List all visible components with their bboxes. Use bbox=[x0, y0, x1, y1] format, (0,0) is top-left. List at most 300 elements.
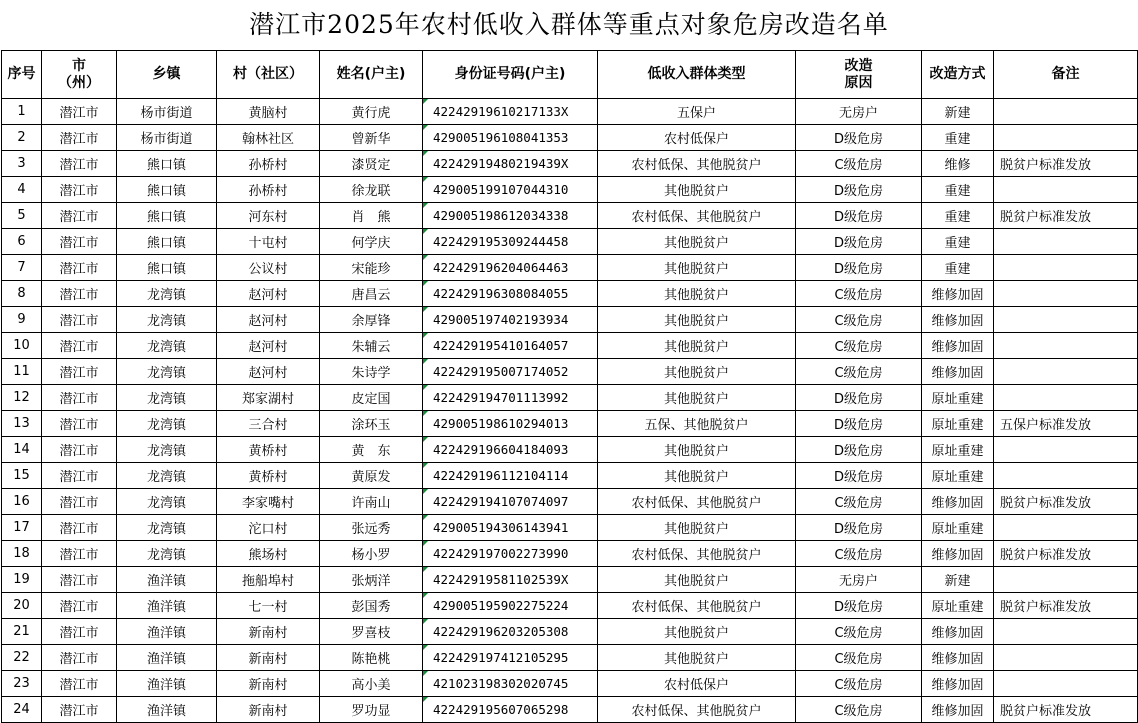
cell-method: 维修 bbox=[922, 151, 994, 177]
cell-village: 公议村 bbox=[217, 255, 320, 281]
cell-village: 郑家湖村 bbox=[217, 385, 320, 411]
text-format-marker-icon bbox=[423, 177, 428, 182]
header-note: 备注 bbox=[994, 51, 1138, 99]
cell-name: 张远秀 bbox=[320, 515, 423, 541]
cell-seq: 20 bbox=[2, 593, 42, 619]
cell-id: 429005196108041353 bbox=[423, 125, 598, 151]
cell-id: 422429195607065298 bbox=[423, 697, 598, 723]
cell-city: 潜江市 bbox=[42, 463, 117, 489]
table-row bbox=[2, 593, 1138, 619]
cell-village: 拖船埠村 bbox=[217, 567, 320, 593]
header-reason-line1: 改造 bbox=[844, 57, 873, 74]
cell-note bbox=[994, 671, 1138, 697]
header-seq: 序号 bbox=[2, 51, 42, 99]
text-format-marker-icon bbox=[423, 619, 428, 624]
cell-seq: 12 bbox=[2, 385, 42, 411]
header-village: 村（社区） bbox=[217, 51, 320, 99]
cell-town: 熊口镇 bbox=[117, 203, 217, 229]
cell-note bbox=[994, 359, 1138, 385]
cell-type: 其他脱贫户 bbox=[598, 333, 796, 359]
cell-village: 孙桥村 bbox=[217, 177, 320, 203]
table-row bbox=[2, 385, 1138, 411]
table-row bbox=[2, 177, 1138, 203]
cell-city: 潜江市 bbox=[42, 619, 117, 645]
cell-town: 熊口镇 bbox=[117, 151, 217, 177]
cell-note: 脱贫户标准发放 bbox=[994, 489, 1138, 515]
cell-type: 农村低保、其他脱贫户 bbox=[598, 489, 796, 515]
cell-reason: 无房户 bbox=[796, 567, 922, 593]
cell-note bbox=[994, 385, 1138, 411]
cell-village: 三合村 bbox=[217, 411, 320, 437]
cell-method: 维修加固 bbox=[922, 359, 994, 385]
cell-reason: 无房户 bbox=[796, 99, 922, 125]
cell-id: 42242919581102539X bbox=[423, 567, 598, 593]
cell-type: 其他脱贫户 bbox=[598, 619, 796, 645]
table-row bbox=[2, 489, 1138, 515]
page-title: 潜江市2025年农村低收入群体等重点对象危房改造名单 bbox=[249, 10, 889, 39]
cell-note: 脱贫户标准发放 bbox=[994, 593, 1138, 619]
cell-reason: C级危房 bbox=[796, 281, 922, 307]
cell-id: 422429194701113992 bbox=[423, 385, 598, 411]
cell-seq: 3 bbox=[2, 151, 42, 177]
cell-seq: 8 bbox=[2, 281, 42, 307]
cell-type: 其他脱贫户 bbox=[598, 463, 796, 489]
cell-reason: C级危房 bbox=[796, 619, 922, 645]
cell-village: 赵河村 bbox=[217, 307, 320, 333]
cell-seq: 21 bbox=[2, 619, 42, 645]
cell-reason: D级危房 bbox=[796, 125, 922, 151]
cell-town: 渔洋镇 bbox=[117, 671, 217, 697]
cell-method: 新建 bbox=[922, 567, 994, 593]
cell-town: 渔洋镇 bbox=[117, 645, 217, 671]
cell-id: 422429196203205308 bbox=[423, 619, 598, 645]
cell-seq: 6 bbox=[2, 229, 42, 255]
cell-town: 杨市街道 bbox=[117, 125, 217, 151]
text-format-marker-icon bbox=[423, 541, 428, 546]
cell-village: 赵河村 bbox=[217, 359, 320, 385]
table-row bbox=[2, 359, 1138, 385]
cell-id: 429005195902275224 bbox=[423, 593, 598, 619]
cell-city: 潜江市 bbox=[42, 541, 117, 567]
cell-city: 潜江市 bbox=[42, 411, 117, 437]
cell-name: 黄原发 bbox=[320, 463, 423, 489]
cell-village: 七一村 bbox=[217, 593, 320, 619]
cell-seq: 23 bbox=[2, 671, 42, 697]
header-city-line2: （州） bbox=[58, 74, 100, 91]
cell-type: 其他脱贫户 bbox=[598, 645, 796, 671]
cell-city: 潜江市 bbox=[42, 671, 117, 697]
header-name: 姓名(户主) bbox=[320, 51, 423, 99]
cell-reason: D级危房 bbox=[796, 203, 922, 229]
cell-id: 429005198610294013 bbox=[423, 411, 598, 437]
cell-seq: 1 bbox=[2, 99, 42, 125]
cell-method: 原址重建 bbox=[922, 515, 994, 541]
cell-town: 熊口镇 bbox=[117, 255, 217, 281]
cell-reason: D级危房 bbox=[796, 255, 922, 281]
cell-note: 脱贫户标准发放 bbox=[994, 541, 1138, 567]
text-format-marker-icon bbox=[423, 567, 428, 572]
cell-town: 渔洋镇 bbox=[117, 619, 217, 645]
cell-method: 维修加固 bbox=[922, 281, 994, 307]
cell-name: 罗喜枝 bbox=[320, 619, 423, 645]
header-row bbox=[2, 51, 1138, 99]
cell-id: 429005199107044310 bbox=[423, 177, 598, 203]
cell-note bbox=[994, 619, 1138, 645]
cell-town: 龙湾镇 bbox=[117, 359, 217, 385]
table-row bbox=[2, 671, 1138, 697]
table-row bbox=[2, 411, 1138, 437]
cell-method: 重建 bbox=[922, 255, 994, 281]
cell-village: 新南村 bbox=[217, 619, 320, 645]
cell-id: 429005197402193934 bbox=[423, 307, 598, 333]
cell-city: 潜江市 bbox=[42, 385, 117, 411]
cell-method: 重建 bbox=[922, 125, 994, 151]
cell-method: 原址重建 bbox=[922, 463, 994, 489]
cell-note bbox=[994, 177, 1138, 203]
text-format-marker-icon bbox=[423, 697, 428, 702]
cell-method: 原址重建 bbox=[922, 411, 994, 437]
cell-id: 422429194107074097 bbox=[423, 489, 598, 515]
cell-method: 新建 bbox=[922, 99, 994, 125]
cell-city: 潜江市 bbox=[42, 281, 117, 307]
cell-city: 潜江市 bbox=[42, 593, 117, 619]
cell-name: 宋能珍 bbox=[320, 255, 423, 281]
cell-name: 余厚锋 bbox=[320, 307, 423, 333]
cell-city: 潜江市 bbox=[42, 203, 117, 229]
text-format-marker-icon bbox=[423, 463, 428, 468]
cell-id: 422429195410164057 bbox=[423, 333, 598, 359]
cell-note: 脱贫户标准发放 bbox=[994, 151, 1138, 177]
table-row bbox=[2, 567, 1138, 593]
cell-method: 维修加固 bbox=[922, 697, 994, 723]
cell-type: 其他脱贫户 bbox=[598, 567, 796, 593]
cell-reason: C级危房 bbox=[796, 307, 922, 333]
cell-type: 其他脱贫户 bbox=[598, 229, 796, 255]
cell-reason: C级危房 bbox=[796, 645, 922, 671]
cell-name: 曾新华 bbox=[320, 125, 423, 151]
table-row bbox=[2, 333, 1138, 359]
cell-name: 黄行虎 bbox=[320, 99, 423, 125]
cell-reason: C级危房 bbox=[796, 333, 922, 359]
text-format-marker-icon bbox=[423, 255, 428, 260]
cell-type: 其他脱贫户 bbox=[598, 307, 796, 333]
cell-city: 潜江市 bbox=[42, 177, 117, 203]
cell-name: 涂环玉 bbox=[320, 411, 423, 437]
cell-note bbox=[994, 281, 1138, 307]
cell-name: 黄 东 bbox=[320, 437, 423, 463]
cell-village: 十屯村 bbox=[217, 229, 320, 255]
cell-town: 龙湾镇 bbox=[117, 281, 217, 307]
text-format-marker-icon bbox=[423, 281, 428, 286]
cell-method: 重建 bbox=[922, 229, 994, 255]
text-format-marker-icon bbox=[423, 411, 428, 416]
cell-note: 脱贫户标准发放 bbox=[994, 697, 1138, 723]
cell-village: 赵河村 bbox=[217, 333, 320, 359]
cell-id: 422429196604184093 bbox=[423, 437, 598, 463]
cell-method: 原址重建 bbox=[922, 593, 994, 619]
cell-reason: D级危房 bbox=[796, 177, 922, 203]
cell-name: 何学庆 bbox=[320, 229, 423, 255]
text-format-marker-icon bbox=[423, 151, 428, 156]
cell-seq: 16 bbox=[2, 489, 42, 515]
cell-city: 潜江市 bbox=[42, 255, 117, 281]
cell-seq: 17 bbox=[2, 515, 42, 541]
cell-reason: C级危房 bbox=[796, 359, 922, 385]
table-row bbox=[2, 645, 1138, 671]
cell-town: 杨市街道 bbox=[117, 99, 217, 125]
cell-seq: 9 bbox=[2, 307, 42, 333]
cell-method: 维修加固 bbox=[922, 333, 994, 359]
cell-village: 黄桥村 bbox=[217, 437, 320, 463]
cell-city: 潜江市 bbox=[42, 437, 117, 463]
cell-id: 421023198302020745 bbox=[423, 671, 598, 697]
cell-name: 徐龙联 bbox=[320, 177, 423, 203]
cell-town: 龙湾镇 bbox=[117, 307, 217, 333]
cell-note bbox=[994, 255, 1138, 281]
cell-type: 五保户 bbox=[598, 99, 796, 125]
cell-method: 维修加固 bbox=[922, 645, 994, 671]
table-row bbox=[2, 307, 1138, 333]
cell-city: 潜江市 bbox=[42, 489, 117, 515]
cell-note bbox=[994, 515, 1138, 541]
cell-town: 龙湾镇 bbox=[117, 541, 217, 567]
cell-reason: D级危房 bbox=[796, 385, 922, 411]
cell-reason: D级危房 bbox=[796, 463, 922, 489]
cell-method: 原址重建 bbox=[922, 437, 994, 463]
cell-village: 翰林社区 bbox=[217, 125, 320, 151]
header-id: 身份证号码(户主) bbox=[423, 51, 598, 99]
cell-type: 农村低保、其他脱贫户 bbox=[598, 697, 796, 723]
cell-reason: D级危房 bbox=[796, 515, 922, 541]
cell-seq: 7 bbox=[2, 255, 42, 281]
cell-id: 422429196204064463 bbox=[423, 255, 598, 281]
table-row bbox=[2, 99, 1138, 125]
housing-renovation-table bbox=[1, 50, 1138, 723]
cell-city: 潜江市 bbox=[42, 99, 117, 125]
table-row bbox=[2, 697, 1138, 723]
cell-name: 彭国秀 bbox=[320, 593, 423, 619]
cell-village: 黄桥村 bbox=[217, 463, 320, 489]
cell-name: 朱诗学 bbox=[320, 359, 423, 385]
cell-reason: C级危房 bbox=[796, 489, 922, 515]
text-format-marker-icon bbox=[423, 593, 428, 598]
table-row bbox=[2, 151, 1138, 177]
table-row bbox=[2, 229, 1138, 255]
table-row bbox=[2, 125, 1138, 151]
header-city-line1: 市 bbox=[72, 57, 86, 74]
text-format-marker-icon bbox=[423, 99, 428, 104]
cell-method: 维修加固 bbox=[922, 489, 994, 515]
header-reason bbox=[796, 51, 922, 99]
cell-seq: 5 bbox=[2, 203, 42, 229]
cell-type: 农村低保户 bbox=[598, 125, 796, 151]
table-row bbox=[2, 203, 1138, 229]
cell-id: 42242919480219439X bbox=[423, 151, 598, 177]
text-format-marker-icon bbox=[423, 125, 428, 130]
cell-town: 龙湾镇 bbox=[117, 515, 217, 541]
cell-method: 维修加固 bbox=[922, 307, 994, 333]
cell-type: 其他脱贫户 bbox=[598, 385, 796, 411]
cell-city: 潜江市 bbox=[42, 697, 117, 723]
cell-village: 李家嘴村 bbox=[217, 489, 320, 515]
cell-town: 龙湾镇 bbox=[117, 333, 217, 359]
cell-village: 河东村 bbox=[217, 203, 320, 229]
cell-reason: C级危房 bbox=[796, 541, 922, 567]
cell-city: 潜江市 bbox=[42, 359, 117, 385]
cell-city: 潜江市 bbox=[42, 567, 117, 593]
table-row bbox=[2, 437, 1138, 463]
cell-town: 熊口镇 bbox=[117, 177, 217, 203]
cell-type: 五保、其他脱贫户 bbox=[598, 411, 796, 437]
cell-town: 渔洋镇 bbox=[117, 567, 217, 593]
cell-seq: 15 bbox=[2, 463, 42, 489]
table-row bbox=[2, 515, 1138, 541]
cell-name: 漆贤定 bbox=[320, 151, 423, 177]
text-format-marker-icon bbox=[423, 203, 428, 208]
text-format-marker-icon bbox=[423, 437, 428, 442]
cell-seq: 4 bbox=[2, 177, 42, 203]
cell-name: 许南山 bbox=[320, 489, 423, 515]
table-row bbox=[2, 281, 1138, 307]
cell-note bbox=[994, 229, 1138, 255]
cell-seq: 2 bbox=[2, 125, 42, 151]
cell-method: 原址重建 bbox=[922, 385, 994, 411]
cell-town: 龙湾镇 bbox=[117, 411, 217, 437]
text-format-marker-icon bbox=[423, 671, 428, 676]
header-city bbox=[42, 51, 117, 99]
cell-id: 422429196112104114 bbox=[423, 463, 598, 489]
cell-type: 其他脱贫户 bbox=[598, 255, 796, 281]
cell-village: 赵河村 bbox=[217, 281, 320, 307]
cell-note bbox=[994, 99, 1138, 125]
table-row bbox=[2, 541, 1138, 567]
cell-town: 龙湾镇 bbox=[117, 489, 217, 515]
header-town: 乡镇 bbox=[117, 51, 217, 99]
cell-town: 龙湾镇 bbox=[117, 463, 217, 489]
cell-village: 新南村 bbox=[217, 645, 320, 671]
text-format-marker-icon bbox=[423, 307, 428, 312]
cell-city: 潜江市 bbox=[42, 645, 117, 671]
cell-city: 潜江市 bbox=[42, 307, 117, 333]
cell-note bbox=[994, 463, 1138, 489]
cell-id: 422429197412105295 bbox=[423, 645, 598, 671]
cell-village: 新南村 bbox=[217, 697, 320, 723]
cell-name: 罗功显 bbox=[320, 697, 423, 723]
cell-town: 渔洋镇 bbox=[117, 593, 217, 619]
text-format-marker-icon bbox=[423, 359, 428, 364]
cell-id: 422429195309244458 bbox=[423, 229, 598, 255]
cell-seq: 18 bbox=[2, 541, 42, 567]
cell-note bbox=[994, 567, 1138, 593]
cell-city: 潜江市 bbox=[42, 151, 117, 177]
cell-id: 422429197002273990 bbox=[423, 541, 598, 567]
text-format-marker-icon bbox=[423, 229, 428, 234]
cell-city: 潜江市 bbox=[42, 333, 117, 359]
cell-seq: 10 bbox=[2, 333, 42, 359]
cell-seq: 14 bbox=[2, 437, 42, 463]
header-reason-line2: 原因 bbox=[844, 74, 873, 91]
cell-name: 杨小罗 bbox=[320, 541, 423, 567]
cell-id: 429005198612034338 bbox=[423, 203, 598, 229]
cell-city: 潜江市 bbox=[42, 229, 117, 255]
cell-name: 皮定国 bbox=[320, 385, 423, 411]
cell-name: 唐昌云 bbox=[320, 281, 423, 307]
cell-town: 龙湾镇 bbox=[117, 437, 217, 463]
cell-type: 农村低保、其他脱贫户 bbox=[598, 203, 796, 229]
text-format-marker-icon bbox=[423, 385, 428, 390]
cell-seq: 22 bbox=[2, 645, 42, 671]
cell-name: 张炳洋 bbox=[320, 567, 423, 593]
cell-village: 新南村 bbox=[217, 671, 320, 697]
table-row bbox=[2, 619, 1138, 645]
cell-seq: 11 bbox=[2, 359, 42, 385]
table-row bbox=[2, 463, 1138, 489]
text-format-marker-icon bbox=[423, 489, 428, 494]
cell-name: 肖 熊 bbox=[320, 203, 423, 229]
cell-note bbox=[994, 437, 1138, 463]
cell-city: 潜江市 bbox=[42, 515, 117, 541]
header-method: 改造方式 bbox=[922, 51, 994, 99]
cell-reason: D级危房 bbox=[796, 411, 922, 437]
cell-type: 其他脱贫户 bbox=[598, 177, 796, 203]
text-format-marker-icon bbox=[423, 333, 428, 338]
cell-type: 其他脱贫户 bbox=[598, 515, 796, 541]
cell-type: 农村低保户 bbox=[598, 671, 796, 697]
cell-note bbox=[994, 645, 1138, 671]
cell-note bbox=[994, 125, 1138, 151]
cell-reason: D级危房 bbox=[796, 437, 922, 463]
cell-type: 其他脱贫户 bbox=[598, 437, 796, 463]
header-type: 低收入群体类型 bbox=[598, 51, 796, 99]
table-row bbox=[2, 255, 1138, 281]
cell-type: 农村低保、其他脱贫户 bbox=[598, 151, 796, 177]
cell-type: 其他脱贫户 bbox=[598, 281, 796, 307]
cell-method: 维修加固 bbox=[922, 619, 994, 645]
cell-note bbox=[994, 307, 1138, 333]
cell-seq: 19 bbox=[2, 567, 42, 593]
cell-seq: 24 bbox=[2, 697, 42, 723]
cell-reason: C级危房 bbox=[796, 697, 922, 723]
text-format-marker-icon bbox=[423, 645, 428, 650]
cell-town: 渔洋镇 bbox=[117, 697, 217, 723]
cell-village: 熊场村 bbox=[217, 541, 320, 567]
cell-village: 孙桥村 bbox=[217, 151, 320, 177]
cell-id: 429005194306143941 bbox=[423, 515, 598, 541]
cell-type: 农村低保、其他脱贫户 bbox=[598, 593, 796, 619]
cell-type: 其他脱贫户 bbox=[598, 359, 796, 385]
cell-method: 重建 bbox=[922, 203, 994, 229]
cell-method: 维修加固 bbox=[922, 541, 994, 567]
cell-seq: 13 bbox=[2, 411, 42, 437]
cell-town: 龙湾镇 bbox=[117, 385, 217, 411]
cell-reason: D级危房 bbox=[796, 229, 922, 255]
cell-reason: C级危房 bbox=[796, 671, 922, 697]
cell-name: 高小美 bbox=[320, 671, 423, 697]
text-format-marker-icon bbox=[423, 515, 428, 520]
cell-id: 422429196308084055 bbox=[423, 281, 598, 307]
cell-id: 422429195007174052 bbox=[423, 359, 598, 385]
cell-village: 黄脑村 bbox=[217, 99, 320, 125]
cell-name: 陈艳桃 bbox=[320, 645, 423, 671]
cell-reason: C级危房 bbox=[796, 151, 922, 177]
cell-note: 脱贫户标准发放 bbox=[994, 203, 1138, 229]
cell-type: 农村低保、其他脱贫户 bbox=[598, 541, 796, 567]
cell-method: 重建 bbox=[922, 177, 994, 203]
cell-town: 熊口镇 bbox=[117, 229, 217, 255]
cell-note bbox=[994, 333, 1138, 359]
cell-city: 潜江市 bbox=[42, 125, 117, 151]
cell-id: 42242919610217133X bbox=[423, 99, 598, 125]
